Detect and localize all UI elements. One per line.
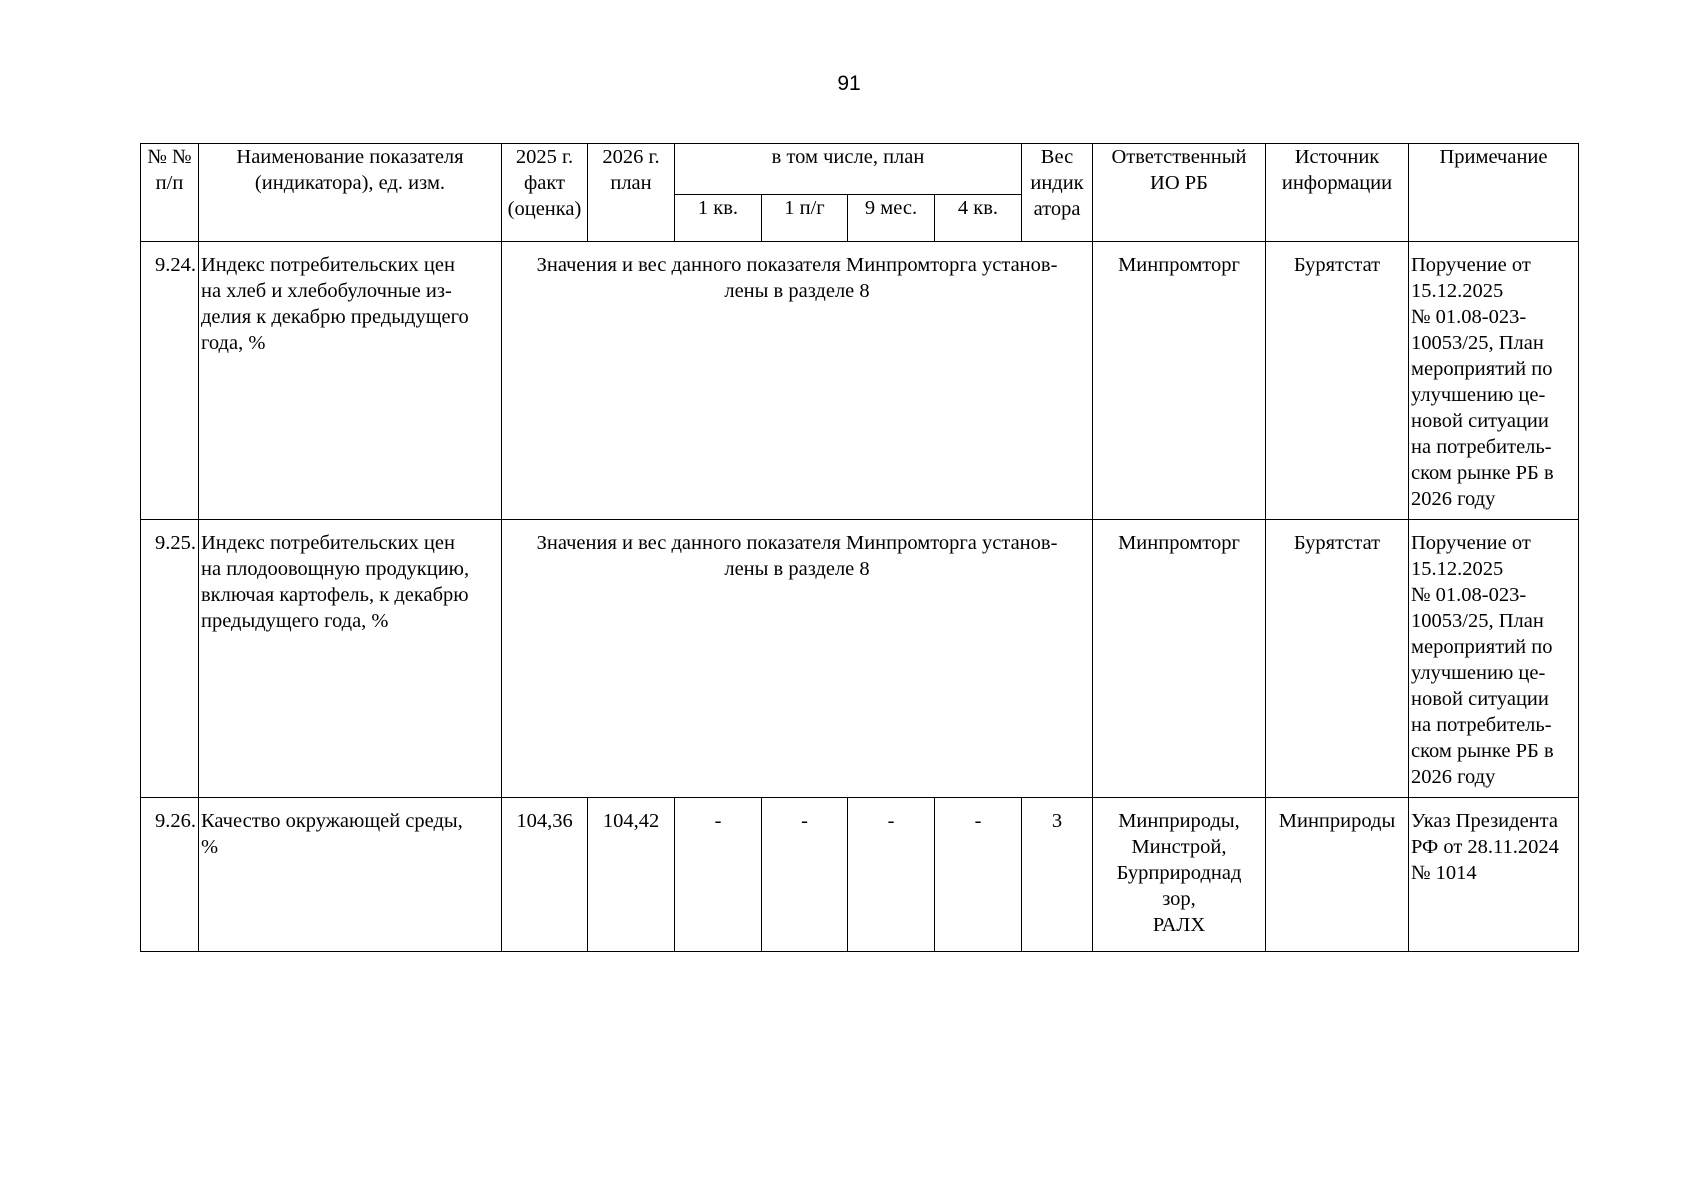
header-responsible: Ответственный ИО РБ xyxy=(1093,144,1266,242)
row-merged-text: Значения и вес данного показателя Минпромторга установ- лены в разделе 8 xyxy=(502,520,1093,798)
header-q4: 4 кв. xyxy=(935,195,1022,242)
row-weight: 3 xyxy=(1022,798,1093,952)
header-source: Источник информации xyxy=(1266,144,1409,242)
row-responsible: Минпромторг xyxy=(1093,520,1266,798)
indicators-table xyxy=(140,143,1579,952)
row-responsible: Минпромторг xyxy=(1093,242,1266,520)
table-row xyxy=(141,798,1579,952)
row-source: Бурятстат xyxy=(1266,242,1409,520)
row-note: Указ Президента РФ от 28.11.2024 № 1014 xyxy=(1409,798,1579,952)
header-q1: 1 кв. xyxy=(675,195,762,242)
row-responsible: Минприроды, Минстрой, Бурприроднад зор, РАЛХ xyxy=(1093,798,1266,952)
row-num: 9.26. xyxy=(141,798,199,952)
row-q1: - xyxy=(675,798,762,952)
row-h1: - xyxy=(762,798,848,952)
row-merged-text: Значения и вес данного показателя Минпромторга установ- лены в разделе 8 xyxy=(502,242,1093,520)
header-plan-2026: 2026 г. план xyxy=(588,144,675,242)
page-number: 91 xyxy=(837,72,861,95)
header-name: Наименование показателя (индикатора), ед. изм. xyxy=(199,144,502,242)
header-weight: Вес индик атора xyxy=(1022,144,1093,242)
row-note: Поручение от 15.12.2025 № 01.08-023- 10053/25, План мероприятий по улучшению це- новой ситуации на потребитель- ском рынке РБ в 2026 году xyxy=(1409,242,1579,520)
row-source: Бурятстат xyxy=(1266,520,1409,798)
row-name: Качество окружающей среды, % xyxy=(199,798,502,952)
header-h1: 1 п/г xyxy=(762,195,848,242)
row-fact-2025: 104,36 xyxy=(502,798,588,952)
row-num: 9.24. xyxy=(141,242,199,520)
row-name: Индекс потребительских цен на плодоовощную продукцию, включая картофель, к декабрю предыдущего года, % xyxy=(199,520,502,798)
header-row xyxy=(141,144,1579,195)
table-row xyxy=(141,242,1579,520)
row-plan-2026: 104,42 xyxy=(588,798,675,952)
row-note: Поручение от 15.12.2025 № 01.08-023- 10053/25, План мероприятий по улучшению це- новой ситуации на потребитель- ском рынке РБ в 2026 году xyxy=(1409,520,1579,798)
header-incl-plan: в том числе, план xyxy=(675,144,1022,195)
row-q4: - xyxy=(935,798,1022,952)
header-m9: 9 мес. xyxy=(848,195,935,242)
table-row xyxy=(141,520,1579,798)
row-source: Минприроды xyxy=(1266,798,1409,952)
header-note: Примечание xyxy=(1409,144,1579,242)
header-num: № № п/п xyxy=(141,144,199,242)
header-fact-2025: 2025 г. факт (оценка) xyxy=(502,144,588,242)
row-num: 9.25. xyxy=(141,520,199,798)
row-m9: - xyxy=(848,798,935,952)
row-name: Индекс потребительских цен на хлеб и хлебобулочные из- делия к декабрю предыдущего года, % xyxy=(199,242,502,520)
